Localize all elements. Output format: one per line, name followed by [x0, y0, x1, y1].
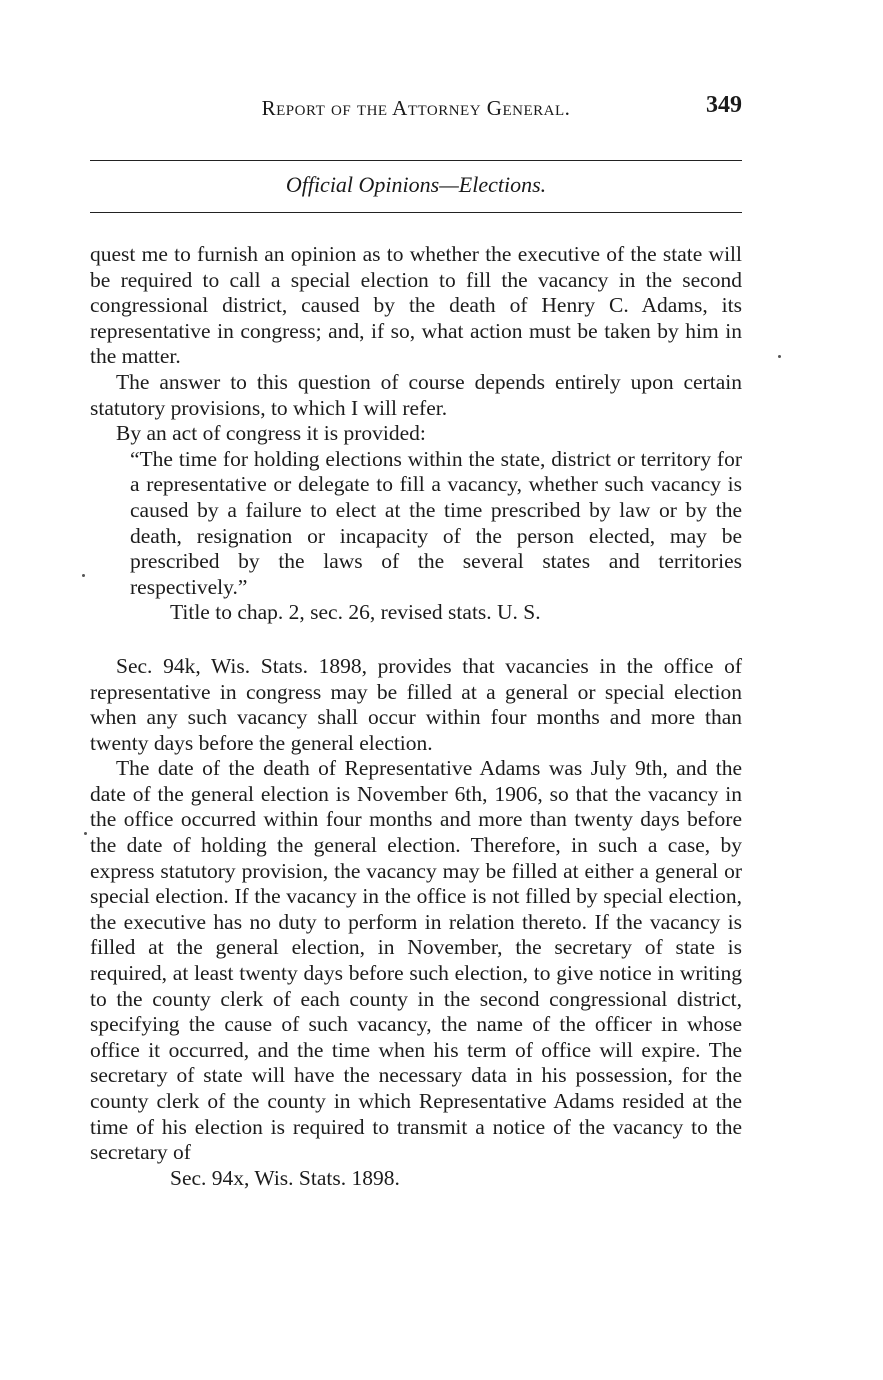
paragraph-answer: The answer to this question of course depends entirely upon certain statutory provisions, to which I will refer. — [90, 369, 742, 420]
section-title: Official Opinions—Elections. — [285, 172, 547, 197]
print-speck — [778, 355, 781, 358]
header-rule-bottom — [90, 212, 742, 213]
header-rule-top — [90, 160, 742, 161]
print-speck — [82, 574, 85, 577]
running-head — [90, 92, 742, 126]
statute-citation: Sec. 94x, Wis. Stats. 1898. — [170, 1165, 400, 1190]
paragraph-statute: Sec. 94k, Wis. Stats. 1898, provides that vacancies in the office of representative in congress may be filled at a general or special election when any such vacancy shall occur within four months and more than twenty days before the general election. — [90, 653, 742, 755]
paragraph-analysis: The date of the death of Representative Adams was July 9th, and the date of the general election is November 6th, 1906, so that the vacancy in the office occurred within four months and more than twenty days before the date of holding the general election. Therefore, in such a case, by express statutory provision, the vacancy may be filled at either a general or special election. If the vacancy in the office is not filled by special election, the executive has no duty to perform in relation thereto. If the vacancy is filled at the general election, in November, the secretary of state is required, at least twenty days before such election, to give notice in writing to the county clerk of each county in the second congressional district, specifying the cause of such vacancy, the name of the officer in whose office it occurred, and the time when his term of office will expire. The secretary of state will have the necessary data in his possession, for the county clerk of the county in which Representative Adams resided at the time of his election is required to transmit a notice of the vacancy to the secretary of — [90, 756, 742, 1165]
print-speck — [84, 832, 87, 835]
paragraph-act-intro: By an act of congress it is provided: — [116, 421, 426, 446]
quote-citation: Title to chap. 2, sec. 26, revised stats. U. S. — [170, 600, 541, 625]
paragraph-gap — [90, 626, 742, 654]
paragraph-continuation: quest me to furnish an opinion as to whether the executive of the state will be required to call a special election to fill the vacancy in the second congressional district, caused by the death of Henry C. Adams, its representative in congress; and, if so, what action must be taken by him in the matter. — [90, 242, 742, 369]
page-number: 349 — [706, 92, 742, 118]
running-title: Report of the Attorney General. — [261, 96, 571, 120]
body-text — [90, 242, 742, 1191]
block-quote: “The time for holding elections within the state, district or territory for a representative or delegate to fill a vacancy, whether such vacancy is caused by a failure to elect at the time prescribed by law or by the death, resignation or incapacity of the person elected, may be prescribed by the laws of the several states and territories respectively.” — [130, 446, 742, 599]
